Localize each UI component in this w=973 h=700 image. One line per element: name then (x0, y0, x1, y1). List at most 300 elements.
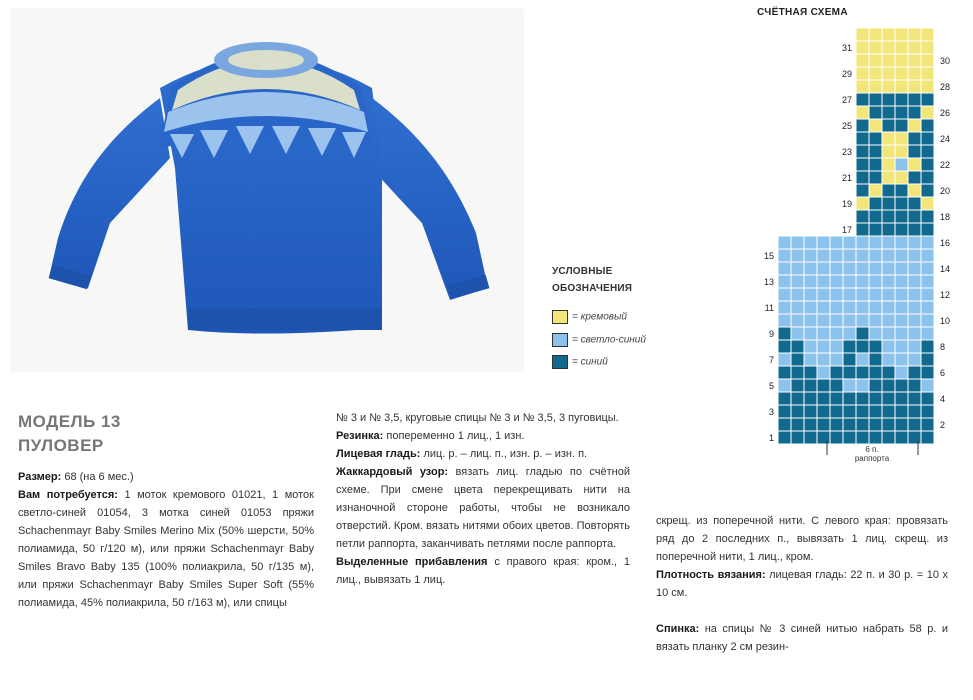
chart-cell (921, 314, 934, 327)
chart-cell (778, 353, 791, 366)
back-paragraph: Спинка: на спицы № 3 синей нитью набрать 58 р. и вязать планку 2 см резин- (656, 623, 948, 653)
chart-cell (843, 418, 856, 431)
chart-cell (843, 431, 856, 444)
gauge-paragraph: Плотность вязания: лицевая гладь: 22 п. и 30 р. = 10 x 10 см. (656, 569, 948, 599)
row-label-right: 22 (940, 160, 951, 170)
chart-cell (895, 158, 908, 171)
sweater-illustration (10, 8, 524, 372)
chart-cell (856, 431, 869, 444)
chart-cell (869, 262, 882, 275)
chart-cell (895, 366, 908, 379)
chart-cell (921, 210, 934, 223)
chart-cell (817, 405, 830, 418)
row-label-left: 3 (768, 407, 774, 417)
chart-cell (882, 431, 895, 444)
chart-cell (830, 236, 843, 249)
chart-cell (856, 327, 869, 340)
chart-cell (921, 67, 934, 80)
chart-cell (843, 353, 856, 366)
chart-cell (882, 418, 895, 431)
chart-cell (856, 236, 869, 249)
chart-cell (817, 340, 830, 353)
row-label-right: 6 (940, 368, 946, 378)
chart-cell (869, 379, 882, 392)
chart-cell (804, 353, 817, 366)
chart-cell (856, 418, 869, 431)
chart-cell (869, 54, 882, 67)
chart-cell (921, 184, 934, 197)
chart-cell (869, 119, 882, 132)
chart-cell (869, 67, 882, 80)
chart-cell (778, 301, 791, 314)
chart-cell (895, 314, 908, 327)
chart-cell (895, 132, 908, 145)
chart-cell (869, 236, 882, 249)
chart-cell (882, 80, 895, 93)
chart-cell (856, 353, 869, 366)
chart-cell (843, 236, 856, 249)
chart-cell (856, 392, 869, 405)
chart-cell (882, 327, 895, 340)
chart-cell (921, 171, 934, 184)
chart-title: СЧЁТНАЯ СХЕМА (757, 7, 848, 18)
row-label-right: 14 (940, 264, 951, 274)
chart-cell (895, 106, 908, 119)
legend-title-line-1: УСЛОВНЫЕ (552, 266, 613, 277)
chart-cell (791, 275, 804, 288)
chart-cell (856, 119, 869, 132)
chart-cell (895, 275, 908, 288)
chart-cell (882, 262, 895, 275)
row-label-left: 21 (841, 173, 852, 183)
chart-cell (882, 379, 895, 392)
chart-cell (869, 353, 882, 366)
chart-cell (908, 405, 921, 418)
chart-cell (895, 249, 908, 262)
chart-cell (895, 236, 908, 249)
chart-cell (895, 379, 908, 392)
chart-cell (908, 41, 921, 54)
light-blue-swatch (552, 333, 568, 347)
chart-cell (882, 301, 895, 314)
chart-cell (856, 288, 869, 301)
chart-cell (791, 418, 804, 431)
row-label-left: 15 (763, 251, 774, 261)
chart-cell (843, 301, 856, 314)
chart-cell (895, 41, 908, 54)
hem-ribbing (188, 308, 382, 330)
chart-cell (908, 236, 921, 249)
model-name: ПУЛОВЕР (18, 436, 104, 455)
chart-cell (869, 184, 882, 197)
chart-cell (921, 132, 934, 145)
needles-paragraph: № 3 и № 3,5, круговые спицы № 3 и № 3,5, 3 пуговицы. (336, 412, 619, 424)
text-column-1 (18, 468, 314, 612)
chart-cell (882, 158, 895, 171)
chart-cell (830, 275, 843, 288)
chart-cell (804, 262, 817, 275)
dark-blue-swatch (552, 355, 568, 369)
legend-title (552, 263, 702, 297)
chart-cell (869, 249, 882, 262)
chart-cell (830, 405, 843, 418)
chart-cell (908, 353, 921, 366)
chart-cell (921, 41, 934, 54)
chart-cell (778, 314, 791, 327)
legend-item-dark-blue: = синий (552, 355, 608, 371)
chart-cell (804, 314, 817, 327)
chart-cell (869, 80, 882, 93)
chart-cell (791, 301, 804, 314)
knitting-chart (740, 20, 970, 475)
chart-cell (908, 145, 921, 158)
chart-cell (817, 249, 830, 262)
chart-cell (882, 223, 895, 236)
chart-footer-line-2: раппорта (854, 454, 890, 463)
chart-cell (791, 392, 804, 405)
chart-cell (921, 80, 934, 93)
chart-cell (921, 236, 934, 249)
chart-cell (869, 275, 882, 288)
chart-cell (843, 327, 856, 340)
row-label-right: 8 (940, 342, 946, 352)
chart-cell (908, 132, 921, 145)
chart-grid (778, 28, 934, 444)
chart-cell (869, 405, 882, 418)
chart-cell (830, 353, 843, 366)
chart-cell (830, 340, 843, 353)
chart-cell (895, 145, 908, 158)
chart-cell (856, 106, 869, 119)
chart-cell (804, 418, 817, 431)
chart-cell (869, 340, 882, 353)
chart-cell (882, 93, 895, 106)
chart-cell (778, 236, 791, 249)
chart-cell (921, 54, 934, 67)
chart-cell (843, 275, 856, 288)
chart-cell (830, 327, 843, 340)
chart-cell (804, 405, 817, 418)
chart-cell (830, 418, 843, 431)
chart-cell (778, 431, 791, 444)
chart-cell (791, 353, 804, 366)
chart-cell (882, 67, 895, 80)
chart-cell (791, 366, 804, 379)
chart-cell (856, 405, 869, 418)
stockinette-paragraph: Лицевая гладь: лиц. р. – лиц. п., изн. р. – изн. п. (336, 448, 588, 460)
chart-cell (908, 366, 921, 379)
chart-cell (895, 210, 908, 223)
chart-cell (921, 28, 934, 41)
chart-cell (908, 197, 921, 210)
chart-cell (908, 301, 921, 314)
chart-cell (869, 288, 882, 301)
chart-cell (856, 340, 869, 353)
chart-cell (895, 327, 908, 340)
chart-cell (817, 431, 830, 444)
chart-cell (895, 119, 908, 132)
chart-cell (921, 93, 934, 106)
chart-cell (921, 431, 934, 444)
chart-cell (804, 288, 817, 301)
chart-cell (869, 431, 882, 444)
row-label-right: 28 (940, 82, 951, 92)
chart-cell (908, 28, 921, 41)
row-label-left: 23 (841, 147, 852, 157)
chart-cell (882, 119, 895, 132)
chart-cell (804, 236, 817, 249)
chart-cell (791, 431, 804, 444)
chart-cell (882, 28, 895, 41)
model-title (18, 410, 121, 458)
chart-cell (895, 353, 908, 366)
chart-cell (830, 431, 843, 444)
chart-cell (804, 327, 817, 340)
chart-cell (843, 366, 856, 379)
chart-cell (882, 197, 895, 210)
chart-cell (778, 392, 791, 405)
chart-cell (817, 275, 830, 288)
chart-cell (778, 327, 791, 340)
chart-cell (778, 275, 791, 288)
chart-cell (921, 197, 934, 210)
chart-cell (869, 314, 882, 327)
text-column-2 (336, 409, 630, 589)
chart-cell (791, 327, 804, 340)
chart-cell (882, 54, 895, 67)
chart-cell (856, 171, 869, 184)
chart-cell (921, 249, 934, 262)
chart-cell (921, 275, 934, 288)
chart-cell (856, 28, 869, 41)
increase-paragraph: Выделенные прибавления с правого края: кром., 1 лиц., вывязать 1 лиц. (336, 556, 630, 586)
chart-cell (856, 314, 869, 327)
chart-cell (895, 171, 908, 184)
chart-cell (817, 236, 830, 249)
chart-cell (921, 145, 934, 158)
chart-cell (921, 379, 934, 392)
chart-cell (778, 366, 791, 379)
chart-cell (830, 314, 843, 327)
chart-cell (791, 405, 804, 418)
chart-cell (895, 93, 908, 106)
size-paragraph: Размер: 68 (на 6 мес.) (18, 471, 134, 483)
chart-cell (817, 353, 830, 366)
chart-cell (895, 223, 908, 236)
chart-cell (869, 145, 882, 158)
chart-cell (921, 119, 934, 132)
chart-cell (895, 418, 908, 431)
chart-cell (908, 262, 921, 275)
chart-cell (908, 275, 921, 288)
chart-cell (856, 158, 869, 171)
row-label-left: 1 (768, 433, 774, 443)
chart-cell (791, 314, 804, 327)
chart-cell (830, 249, 843, 262)
chart-cell (778, 379, 791, 392)
chart-cell (817, 301, 830, 314)
chart-cell (843, 405, 856, 418)
chart-cell (778, 249, 791, 262)
chart-cell (895, 184, 908, 197)
row-label-right: 20 (940, 186, 951, 196)
chart-cell (908, 327, 921, 340)
chart-cell (882, 210, 895, 223)
row-label-right: 30 (940, 56, 951, 66)
chart-cell (856, 379, 869, 392)
chart-cell (817, 262, 830, 275)
chart-cell (882, 405, 895, 418)
chart-cell (843, 314, 856, 327)
row-label-left: 11 (764, 303, 774, 313)
increase-continued-paragraph: скрещ. из поперечной нити. С левого края: провязать ряд до 2 последних п., вывязать 1 лиц. скрещ. из поперечной нити, 1 лиц., кром. (656, 515, 948, 563)
chart-cell (895, 288, 908, 301)
chart-cell (856, 67, 869, 80)
chart-cell (856, 184, 869, 197)
chart-cell (882, 145, 895, 158)
chart-cell (908, 431, 921, 444)
chart-cell (804, 301, 817, 314)
chart-cell (908, 106, 921, 119)
chart-cell (869, 210, 882, 223)
chart-cell (908, 340, 921, 353)
chart-cell (869, 301, 882, 314)
row-label-left: 9 (768, 329, 774, 339)
rib-paragraph: Резинка: попеременно 1 лиц., 1 изн. (336, 430, 525, 442)
sweater-photo (10, 8, 524, 372)
chart-cell (817, 366, 830, 379)
chart-cell (895, 54, 908, 67)
chart-cell (882, 314, 895, 327)
cream-swatch (552, 310, 568, 324)
row-label-left: 13 (763, 277, 774, 287)
chart-cell (921, 301, 934, 314)
chart-footer-line-1: 6 п. (865, 445, 879, 454)
left-sleeve (50, 98, 170, 288)
chart-cell (869, 197, 882, 210)
chart-cell (921, 340, 934, 353)
chart-cell (869, 327, 882, 340)
row-label-left: 7 (768, 355, 774, 365)
chart-cell (869, 171, 882, 184)
chart-cell (804, 249, 817, 262)
chart-cell (895, 340, 908, 353)
chart-cell (869, 223, 882, 236)
chart-cell (908, 392, 921, 405)
row-label-left: 25 (841, 121, 852, 131)
chart-cell (778, 405, 791, 418)
chart-cell (895, 392, 908, 405)
chart-cell (869, 418, 882, 431)
chart-cell (921, 106, 934, 119)
chart-cell (804, 366, 817, 379)
chart-cell (895, 80, 908, 93)
chart-cell (921, 158, 934, 171)
chart-cell (882, 171, 895, 184)
chart-cell (843, 392, 856, 405)
chart-cell (921, 405, 934, 418)
chart-cell (804, 431, 817, 444)
chart-cell (882, 340, 895, 353)
chart-cell (843, 288, 856, 301)
chart-cell (921, 366, 934, 379)
chart-cell (778, 288, 791, 301)
chart-cell (869, 132, 882, 145)
chart-cell (817, 379, 830, 392)
chart-cell (791, 288, 804, 301)
row-label-right: 10 (940, 316, 951, 326)
chart-cell (869, 106, 882, 119)
chart-cell (921, 223, 934, 236)
chart-cell (908, 184, 921, 197)
chart-cell (843, 379, 856, 392)
chart-cell (856, 54, 869, 67)
row-label-right: 18 (940, 212, 951, 222)
chart-cell (830, 392, 843, 405)
chart-cell (882, 353, 895, 366)
chart-cell (921, 418, 934, 431)
chart-cell (869, 366, 882, 379)
chart-cell (804, 392, 817, 405)
chart-cell (843, 249, 856, 262)
chart-cell (778, 262, 791, 275)
chart-cell (778, 418, 791, 431)
chart-cell (921, 262, 934, 275)
chart-cell (791, 340, 804, 353)
row-label-left: 19 (841, 199, 852, 209)
chart-cell (804, 379, 817, 392)
row-label-left: 31 (841, 43, 852, 53)
chart-cell (817, 392, 830, 405)
chart-cell (856, 41, 869, 54)
row-label-left: 29 (841, 69, 852, 79)
chart-cell (895, 301, 908, 314)
chart-cell (856, 223, 869, 236)
chart-cell (856, 275, 869, 288)
legend-item-light-blue: = светло-синий (552, 333, 646, 349)
chart-cell (830, 288, 843, 301)
chart-cell (908, 93, 921, 106)
chart-cell (921, 327, 934, 340)
chart-cell (882, 184, 895, 197)
chart-cell (908, 119, 921, 132)
chart-cell (856, 80, 869, 93)
chart-cell (908, 288, 921, 301)
chart-cell (856, 197, 869, 210)
chart-cell (817, 288, 830, 301)
row-label-left: 5 (768, 381, 774, 391)
chart-cell (856, 249, 869, 262)
chart-cell (882, 392, 895, 405)
chart-cell (908, 418, 921, 431)
chart-cell (882, 275, 895, 288)
chart-cell (908, 171, 921, 184)
chart-cell (817, 418, 830, 431)
chart-cell (895, 67, 908, 80)
chart-cell (895, 405, 908, 418)
chart-cell (856, 301, 869, 314)
chart-cell (791, 249, 804, 262)
chart-cell (817, 314, 830, 327)
chart-cell (908, 54, 921, 67)
chart-cell (908, 223, 921, 236)
chart-cell (908, 158, 921, 171)
chart-cell (921, 392, 934, 405)
chart-cell (791, 262, 804, 275)
jacquard-paragraph: Жаккардовый узор: вязать лиц. гладью по счётной схеме. При смене цвета перекрещивать нити на изнаночной стороне работы, чтобы не возникало отверстий. Кром. вязать нитями обоих цветов. Повторять петли раппорта, заканчивать петлями после раппорта. (336, 466, 630, 550)
chart-cell (791, 379, 804, 392)
chart-cell (908, 210, 921, 223)
